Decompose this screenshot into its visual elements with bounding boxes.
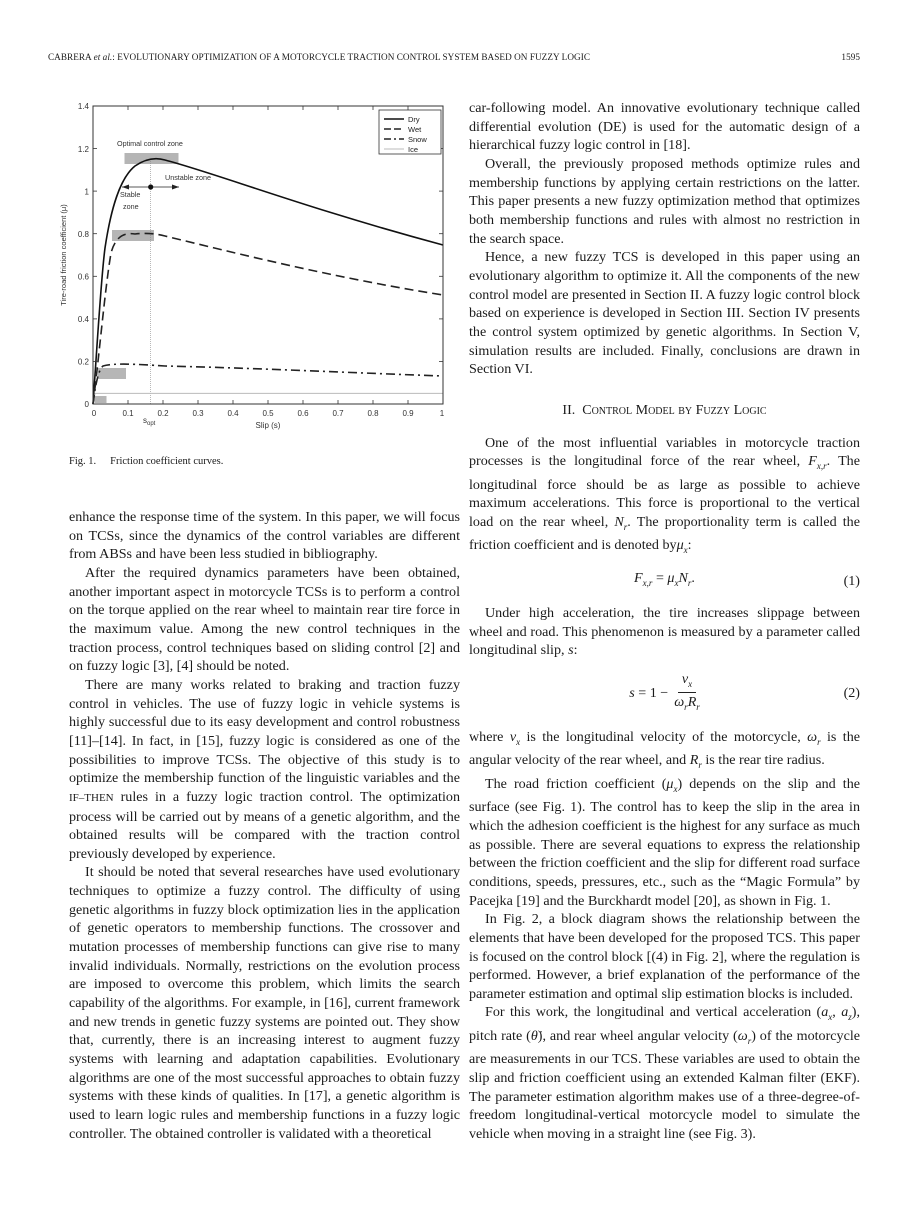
svg-text:0.4: 0.4 — [227, 409, 239, 418]
svg-text:1: 1 — [439, 409, 445, 418]
legend-dry: Dry — [408, 115, 420, 124]
stable-zone-label-1: Stable — [120, 190, 141, 199]
unstable-zone-label: Unstable zone — [165, 173, 211, 182]
equation-number: (1) — [843, 572, 860, 589]
running-title: CABRERA et al.: EVOLUTIONARY OPTIMIZATION OF A MOTORCYCLE TRACTION CONTROL SYSTEM BASED ON FUZZY LOGIC — [48, 52, 590, 62]
paragraph: car-following model. An innovative evolutionary technique called differential evolution (DE) is used for the automatic design of a hierarchical fuzzy logic control in [18]. — [469, 100, 860, 154]
legend — [379, 110, 441, 154]
legend-wet: Wet — [408, 125, 422, 134]
paragraph: Under high acceleration, the tire increases slippage between wheel and road. This phenomenon is measured by a parameter called longitudinal slip, s: — [469, 604, 860, 659]
svg-text:0.2: 0.2 — [77, 357, 89, 367]
y-axis-label: Tire-road friction coefficient (μ) — [59, 204, 68, 306]
svg-text:1: 1 — [84, 187, 89, 197]
svg-text:0.7: 0.7 — [332, 409, 344, 418]
svg-text:0: 0 — [84, 400, 89, 409]
legend-ice: Ice — [408, 145, 419, 154]
equation-number: (2) — [843, 684, 860, 701]
svg-text:0.6: 0.6 — [297, 409, 309, 418]
paragraph: Hence, a new fuzzy TCS is developed in this paper using an evolutionary algorithm to optimize it. All the components of the new control model are presented in Section II. A fuzzy logic control block based on experience is developed in Section III. Section IV presents the control system optimized by genetic algorithms. In Section V, simulation results are included. Finally, conclusions are drawn in Section VI. — [469, 249, 860, 378]
series-snow — [93, 364, 443, 404]
figure-label: Fig. 1. — [69, 456, 97, 467]
paragraph: One of the most influential variables in motorcycle traction processes is the longitudinal force of the rear wheel, $F_{x,r}$. The longitudinal force should be as large as possible to achieve maximum accelerations. This force is proportional to the vertical load on the rear wheel, $N_r$. The proportionality term is called the friction coefficient and is denoted byμ$_x$: — [469, 434, 860, 556]
figure-1-caption — [69, 456, 223, 467]
svg-text:0.9: 0.9 — [402, 409, 414, 418]
svg-text:0.4: 0.4 — [77, 315, 89, 324]
page-number: 1595 — [841, 52, 860, 62]
legend-snow: Snow — [408, 135, 427, 144]
svg-text:1.4: 1.4 — [77, 102, 89, 111]
sopt-label: $s_{opt}$ — [143, 416, 156, 427]
y-tick-labels — [78, 102, 90, 409]
paragraph: enhance the response time of the system. In this paper, we will focus on TCSs, since the dynamics of the control variables are different from ABSs and have been less studied in bibliography. — [69, 509, 460, 563]
equation-1: $F_{x,r} = \mu_xN_r$. (1) — [634, 570, 860, 589]
running-header — [48, 52, 860, 62]
svg-text:0.8: 0.8 — [77, 230, 89, 239]
figure-1-chart — [55, 98, 455, 438]
series-dry — [93, 159, 443, 404]
right-column — [469, 99, 860, 1144]
x-axis-label: Slip (s) — [255, 421, 281, 430]
svg-text:0.8: 0.8 — [367, 409, 379, 418]
paragraph: After the required dynamics parameters have been obtained, another important aspect in motorcycle TCSs is to perform a control on the torque applied on the rear wheel to maintain rear tire force in the maximum value. Among the new control techniques in the traction process, control techniques based on sliding control [2] and on fuzzy logic [3], [4] should be noted. — [69, 564, 460, 675]
paragraph: There are many works related to braking and traction fuzzy control in vehicles. The use of fuzzy logic in vehicle systems is highly successful due to its easy development and control robustness [11]–[14]. In fact, in [15], fuzzy logic is considered as one of the possibilities to improve TCSs. The objective of this study is to optimize the membership function of the linguistic variables and the IF–THEN rules in a fuzzy logic traction control. The optimization process will be carried out by means of a genetic algorithm, and the obtained results will be compared with the traction control previously developed by experience. — [69, 676, 460, 862]
series-wet — [93, 233, 443, 404]
paragraph: It should be noted that several researches have used evolutionary techniques to optimize a fuzzy control. The difficulty of using genetic algorithms in fuzzy block optimization lies in the application of genetic operators to membership functions. The crossover and mutation processes of membership functions can give rise to many invalid individuals. Normally, restrictions on the evolution process are imposed to overcome this problem, which limits the search capability of the algorithms. For example, in [16], current framework and new trends in genetic fuzzy systems are pointed out. They show that, currently, there is an increasing interest to augment fuzzy systems with learning and adaptation capabilities. Evolutionary algorithms are one of the most successful approaches to obtain fuzzy systems with these kinds of qualities. In [17], a genetic algorithm is used to learn logic rules and membership functions in a fuzzy logic controller. The obtained controller is validated with a theoretical — [69, 864, 460, 1142]
optimal-zone-label: Optimal control zone — [117, 139, 183, 148]
paragraph: For this work, the longitudinal and vertical acceleration ($a_x$, $a_z$), pitch rate (θ̇), and rear wheel angular velocity $(\omega_r)$ of the motorcycle are measurements in our TCS. These variables are used to obtain the slip and friction coefficient using an extended Kalman filter (EKF). The parameter estimation algorithm makes use of a three-degree-of-freedom longitudinal-vertical motorcycle model to simulate the vehicle when moving in a straight line (see Fig. 3). — [469, 1004, 860, 1143]
figure-caption-text: Friction coefficient curves. — [110, 456, 224, 467]
svg-text:0.1: 0.1 — [122, 409, 134, 418]
paragraph: The road friction coefficient $(\mu_x)$ depends on the slip and the surface (see Fig. 1). The control has to keep the slip in the area in which the adhesion coefficient is the highest for any surface as much as possible. There are several equations to express the relationship between the friction coefficient and the slip for different road surface conditions, speeds, pressures, etc., such as the “Magic Formula” by Pacejka [19] and the Burckhardt model [20], as shown in Fig. 1. — [469, 775, 861, 909]
svg-text:1.2: 1.2 — [77, 145, 89, 154]
section-heading: II. Control Model by Fuzzy Logic — [562, 402, 767, 418]
svg-text:0.5: 0.5 — [262, 409, 274, 418]
svg-text:0.6: 0.6 — [77, 272, 89, 282]
svg-text:0.3: 0.3 — [192, 409, 204, 418]
equation-2: s = 1 − $\frac{v_x}{\omega_rR_r}$ (2) — [629, 670, 860, 713]
left-column — [69, 508, 460, 1143]
paragraph: where $v_x$ is the longitudinal velocity of the motorcycle, $\omega_r$ is the angular velocity of the rear wheel, and $R_r$ is the rear tire radius. — [469, 728, 860, 771]
paragraph: In Fig. 2, a block diagram shows the relationship between the elements that have been developed for the proposed TCS. This paper is focused on the control block [(4) in Fig. 2], where the regulation is performed. However, a brief explanation of the performance of the parameter estimation and optimal slip estimation blocks is included. — [469, 911, 860, 1002]
svg-text:0: 0 — [91, 409, 97, 418]
paragraph: Overall, the previously proposed methods optimize rules and membership functions by applying certain restrictions on the latter. This paper presents a new fuzzy optimization method that optimizes both membership functions and rules with almost no restriction in the search space. — [469, 155, 860, 247]
stable-zone-label-2: zone — [123, 202, 139, 211]
svg-text:0.2: 0.2 — [157, 409, 169, 418]
